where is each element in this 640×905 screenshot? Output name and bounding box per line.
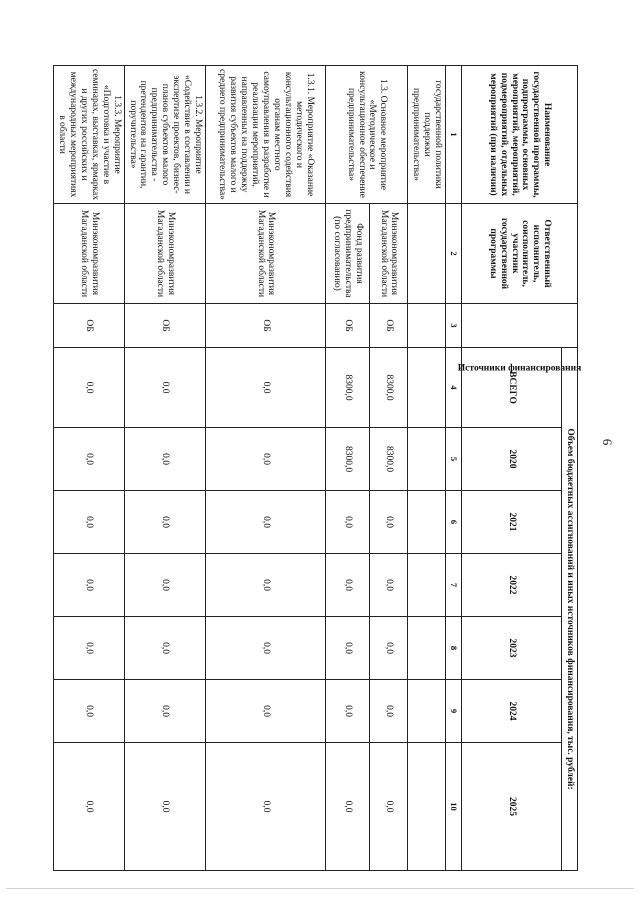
value-cell-3: 0,0 — [124, 554, 205, 617]
executor-cell: Фонд развития предпринимательства (по согласованию) — [326, 204, 370, 304]
executor-cell: Минэкономразвития Магаданской области — [370, 204, 408, 304]
value-cell-0: 0,0 — [54, 348, 125, 428]
source-cell: ОБ — [206, 304, 326, 348]
value-cell-1: 8300,0 — [326, 428, 370, 491]
value-cell-0: 0,0 — [206, 348, 326, 428]
value-cell-3: 0,0 — [370, 554, 408, 617]
executor-cell: Минэкономразвития Магаданской области — [124, 204, 205, 304]
column-number-3: 3 — [446, 304, 462, 348]
value-cell-6 — [408, 743, 446, 871]
value-cell-0: 8300,0 — [326, 348, 370, 428]
table-frame — [57, 65, 582, 870]
value-cell-1: 8300,0 — [370, 428, 408, 491]
value-cell-6: 0,0 — [326, 743, 370, 871]
value-cell-1: 0,0 — [54, 428, 125, 491]
value-cell-5 — [408, 680, 446, 743]
executor-cell: Минэкономразвития Магаданской области — [54, 204, 125, 304]
value-cell-3: 0,0 — [54, 554, 125, 617]
rotated-landscape-table — [57, 65, 582, 870]
value-cell-2: 0,0 — [326, 491, 370, 554]
header-year-3: 2022 — [462, 554, 562, 617]
header-year-2: 2021 — [462, 491, 562, 554]
row-name-cell: государственной политики поддержки предпринимательства» — [408, 66, 446, 204]
column-number-7: 7 — [446, 554, 462, 617]
table-row — [408, 66, 446, 871]
value-cell-6: 0,0 — [206, 743, 326, 871]
table-row — [54, 66, 125, 871]
row-name-cell: 1.3.1. Мероприятие «Оказание методического и консультационного содействия органам местного самоуправления в разработке и реализации мероприятий, направленных на поддержку развития субъектов малого и среднего предпринимательства» — [206, 66, 326, 204]
column-number-1: 1 — [446, 66, 462, 204]
column-number-8: 8 — [446, 617, 462, 680]
value-cell-4: 0,0 — [370, 617, 408, 680]
source-cell: ОБ — [54, 304, 125, 348]
header-year-1: 2020 — [462, 428, 562, 491]
header-name: Наименование государственной программы, подпрограммы, основных мероприятий, мероприятий, подмероприятий, отдельных мероприятий (при наличии) — [462, 66, 578, 204]
value-cell-1 — [408, 428, 446, 491]
value-cell-1: 0,0 — [206, 428, 326, 491]
row-name-cell: 1.3. Основное мероприятие «Методическое и консультационное обеспечение предпринимательства» — [326, 66, 408, 204]
value-cell-4 — [408, 617, 446, 680]
value-cell-4: 0,0 — [124, 617, 205, 680]
column-number-10: 10 — [446, 743, 462, 871]
column-number-4: 4 — [446, 348, 462, 428]
header-funding-group: Объем бюджетных ассигнований и иных источников финансирования, тыс. рублей: — [562, 348, 578, 871]
column-number-5: 5 — [446, 428, 462, 491]
value-cell-5: 0,0 — [206, 680, 326, 743]
header-executor: Ответственный исполнитель, соисполнитель, участник государственной программы — [462, 204, 578, 304]
column-numbers-row — [446, 66, 462, 871]
funding-table — [53, 65, 582, 871]
header-source-label: Источники финансирования — [457, 363, 582, 374]
row-name-cell: 1.3.2. Мероприятие «Содействие в составлении и экспертизе проектов, бизнес-планов субъектов малого предпринимательства - претендентов на гарантии, поручительства» — [124, 66, 205, 204]
header-year-6: 2025 — [462, 743, 562, 871]
source-cell — [408, 304, 446, 348]
header-year-4: 2023 — [462, 617, 562, 680]
value-cell-2: 0,0 — [370, 491, 408, 554]
value-cell-4: 0,0 — [326, 617, 370, 680]
source-cell: ОБ — [124, 304, 205, 348]
value-cell-5: 0,0 — [326, 680, 370, 743]
column-number-9: 9 — [446, 680, 462, 743]
value-cell-2: 0,0 — [206, 491, 326, 554]
value-cell-6: 0,0 — [370, 743, 408, 871]
row-name-cell: 1.3.3. Мероприятие «Подготовка и участие в семинарах, выставках, ярмарках и других российских и международных мероприятиях в области — [54, 66, 125, 204]
table-row — [206, 66, 326, 871]
source-cell: ОБ — [370, 304, 408, 348]
value-cell-3: 0,0 — [326, 554, 370, 617]
table-row — [370, 66, 408, 871]
value-cell-0: 8300,0 — [370, 348, 408, 428]
value-cell-0 — [408, 348, 446, 428]
value-cell-5: 0,0 — [370, 680, 408, 743]
value-cell-1: 0,0 — [124, 428, 205, 491]
value-cell-6: 0,0 — [54, 743, 125, 871]
executor-cell — [408, 204, 446, 304]
value-cell-6: 0,0 — [124, 743, 205, 871]
value-cell-0: 0,0 — [124, 348, 205, 428]
executor-cell: Минэкономразвития Магаданской области — [206, 204, 326, 304]
column-number-2: 2 — [446, 204, 462, 304]
header-year-5: 2024 — [462, 680, 562, 743]
value-cell-3: 0,0 — [206, 554, 326, 617]
value-cell-4: 0,0 — [54, 617, 125, 680]
source-cell: ОБ — [326, 304, 370, 348]
table-row — [124, 66, 205, 871]
value-cell-3 — [408, 554, 446, 617]
column-number-6: 6 — [446, 491, 462, 554]
header-source — [457, 304, 582, 374]
value-cell-5: 0,0 — [124, 680, 205, 743]
header-year-0: ВСЕГО — [462, 348, 562, 428]
value-cell-4: 0,0 — [206, 617, 326, 680]
value-cell-5: 0,0 — [54, 680, 125, 743]
scan-edge-mark — [6, 888, 634, 889]
value-cell-2: 0,0 — [124, 491, 205, 554]
page-number: 6 — [600, 438, 615, 446]
value-cell-2 — [408, 491, 446, 554]
value-cell-2: 0,0 — [54, 491, 125, 554]
